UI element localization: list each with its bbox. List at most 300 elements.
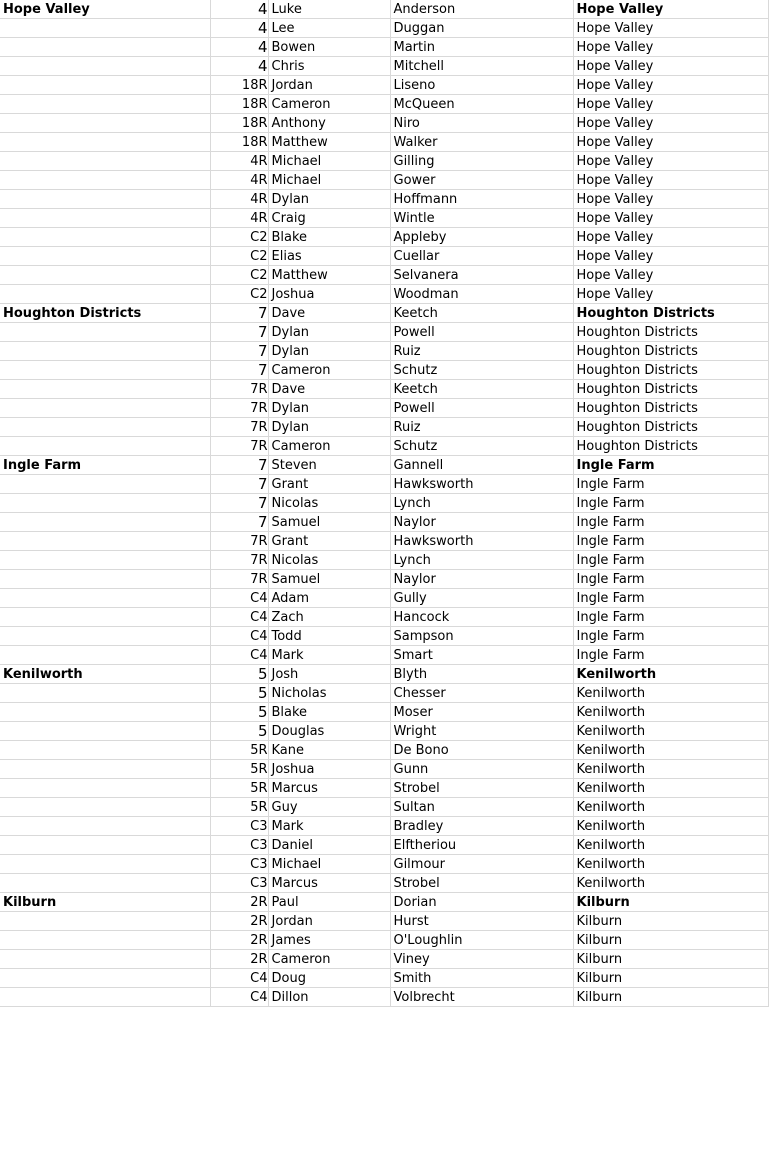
club-name-cell[interactable] [0,418,210,437]
club-name-cell[interactable]: Kenilworth [0,665,210,684]
first-name-cell[interactable]: Josh [268,665,390,684]
player-row [0,494,768,513]
last-name-cell[interactable]: Ruiz [390,342,573,361]
first-name-cell[interactable]: Adam [268,589,390,608]
club-name-cell[interactable] [0,969,210,988]
first-name-cell[interactable]: Samuel [268,570,390,589]
grade-cell[interactable]: C2 [210,228,268,247]
last-name-cell[interactable]: Powell [390,323,573,342]
team-cell[interactable]: Kilburn [573,931,768,950]
first-name-cell[interactable]: Zach [268,608,390,627]
team-cell[interactable]: Houghton Districts [573,418,768,437]
grade-cell[interactable]: 5R [210,741,268,760]
club-name-cell[interactable] [0,741,210,760]
grade-cell[interactable]: 4R [210,171,268,190]
first-name-cell[interactable]: Lee [268,19,390,38]
club-name-cell[interactable] [0,133,210,152]
club-name-cell[interactable] [0,779,210,798]
club-name-cell[interactable] [0,247,210,266]
last-name-cell[interactable]: Sultan [390,798,573,817]
first-name-cell[interactable]: Michael [268,152,390,171]
grade-cell[interactable]: 18R [210,95,268,114]
last-name-cell[interactable]: McQueen [390,95,573,114]
grade-cell[interactable]: 7 [210,494,268,513]
grade-cell[interactable]: 18R [210,114,268,133]
first-name-cell[interactable]: Matthew [268,133,390,152]
club-name-cell[interactable]: Houghton Districts [0,304,210,323]
last-name-cell[interactable]: Viney [390,950,573,969]
grade-cell[interactable]: C3 [210,874,268,893]
first-name-cell[interactable]: Blake [268,228,390,247]
player-row [0,779,768,798]
last-name-cell[interactable]: Smart [390,646,573,665]
last-name-cell[interactable]: Anderson [390,0,573,19]
team-cell[interactable]: Hope Valley [573,0,768,19]
grade-cell[interactable]: 4R [210,209,268,228]
player-row [0,57,768,76]
first-name-cell[interactable]: Todd [268,627,390,646]
grade-cell[interactable]: C2 [210,285,268,304]
player-row [0,684,768,703]
first-name-cell[interactable]: Dave [268,304,390,323]
last-name-cell[interactable]: O'Loughlin [390,931,573,950]
club-name-cell[interactable] [0,399,210,418]
club-name-cell[interactable] [0,988,210,1007]
last-name-cell[interactable]: Gilling [390,152,573,171]
player-row [0,646,768,665]
last-name-cell[interactable]: Lynch [390,494,573,513]
last-name-cell[interactable]: Duggan [390,19,573,38]
first-name-cell[interactable]: Doug [268,969,390,988]
first-name-cell[interactable]: Jordan [268,912,390,931]
last-name-cell[interactable]: Hurst [390,912,573,931]
first-name-cell[interactable]: Kane [268,741,390,760]
first-name-cell[interactable]: Samuel [268,513,390,532]
grade-cell[interactable]: 7 [210,304,268,323]
club-name-cell[interactable] [0,912,210,931]
last-name-cell[interactable]: Hawksworth [390,532,573,551]
first-name-cell[interactable]: Nicolas [268,494,390,513]
club-name-cell[interactable]: Kilburn [0,893,210,912]
team-cell[interactable]: Ingle Farm [573,532,768,551]
player-row [0,570,768,589]
club-name-cell[interactable] [0,855,210,874]
team-cell[interactable]: Houghton Districts [573,399,768,418]
team-cell[interactable]: Ingle Farm [573,608,768,627]
team-cell[interactable]: Kenilworth [573,760,768,779]
player-row [0,855,768,874]
club-name-cell[interactable] [0,95,210,114]
first-name-cell[interactable]: Paul [268,893,390,912]
grade-cell[interactable]: 7 [210,361,268,380]
grade-cell[interactable]: C4 [210,589,268,608]
player-row [0,703,768,722]
grade-cell[interactable]: 4R [210,152,268,171]
grade-cell[interactable]: 4 [210,38,268,57]
last-name-cell[interactable]: Hancock [390,608,573,627]
last-name-cell[interactable]: Elftheriou [390,836,573,855]
grade-cell[interactable]: 5R [210,760,268,779]
grade-cell[interactable]: 18R [210,133,268,152]
grade-cell[interactable]: 7R [210,399,268,418]
club-name-cell[interactable] [0,38,210,57]
grade-cell[interactable]: C3 [210,836,268,855]
first-name-cell[interactable]: Grant [268,532,390,551]
player-row [0,247,768,266]
team-cell[interactable]: Kenilworth [573,836,768,855]
last-name-cell[interactable]: Ruiz [390,418,573,437]
first-name-cell[interactable]: Blake [268,703,390,722]
team-cell[interactable]: Houghton Districts [573,304,768,323]
club-name-cell[interactable] [0,532,210,551]
grade-cell[interactable]: C2 [210,247,268,266]
club-name-cell[interactable] [0,228,210,247]
grade-cell[interactable]: 2R [210,893,268,912]
team-cell[interactable]: Ingle Farm [573,494,768,513]
team-cell[interactable]: Hope Valley [573,190,768,209]
club-name-cell[interactable] [0,608,210,627]
team-cell[interactable]: Kenilworth [573,798,768,817]
team-cell[interactable]: Hope Valley [573,209,768,228]
club-name-cell[interactable] [0,266,210,285]
last-name-cell[interactable]: Blyth [390,665,573,684]
club-name-cell[interactable]: Ingle Farm [0,456,210,475]
player-row [0,342,768,361]
grade-cell[interactable]: 7 [210,342,268,361]
last-name-cell[interactable]: Niro [390,114,573,133]
last-name-cell[interactable]: Moser [390,703,573,722]
team-cell[interactable]: Hope Valley [573,95,768,114]
first-name-cell[interactable]: Joshua [268,285,390,304]
grade-cell[interactable]: C2 [210,266,268,285]
grade-cell[interactable]: 7R [210,380,268,399]
club-name-cell[interactable] [0,342,210,361]
team-cell[interactable]: Hope Valley [573,38,768,57]
grade-cell[interactable]: 7 [210,513,268,532]
team-cell[interactable]: Kilburn [573,893,768,912]
player-row [0,190,768,209]
last-name-cell[interactable]: Gully [390,589,573,608]
last-name-cell[interactable]: Cuellar [390,247,573,266]
club-name-cell[interactable] [0,437,210,456]
club-name-cell[interactable] [0,114,210,133]
last-name-cell[interactable]: Schutz [390,437,573,456]
team-cell[interactable]: Kenilworth [573,684,768,703]
last-name-cell[interactable]: Strobel [390,874,573,893]
first-name-cell[interactable]: Mark [268,646,390,665]
first-name-cell[interactable]: Joshua [268,760,390,779]
team-cell[interactable]: Kenilworth [573,874,768,893]
club-name-cell[interactable] [0,380,210,399]
club-header-row [0,304,768,323]
last-name-cell[interactable]: Wright [390,722,573,741]
club-name-cell[interactable] [0,475,210,494]
player-row [0,95,768,114]
last-name-cell[interactable]: Mitchell [390,57,573,76]
team-cell[interactable]: Hope Valley [573,19,768,38]
club-name-cell[interactable] [0,627,210,646]
club-name-cell[interactable] [0,551,210,570]
first-name-cell[interactable]: Dylan [268,190,390,209]
team-cell[interactable]: Hope Valley [573,133,768,152]
grade-cell[interactable]: 5 [210,684,268,703]
first-name-cell[interactable]: Dave [268,380,390,399]
first-name-cell[interactable]: Grant [268,475,390,494]
club-name-cell[interactable] [0,570,210,589]
last-name-cell[interactable]: De Bono [390,741,573,760]
team-cell[interactable]: Ingle Farm [573,513,768,532]
player-row [0,760,768,779]
player-row [0,608,768,627]
grade-cell[interactable]: 7R [210,570,268,589]
team-cell[interactable]: Kilburn [573,912,768,931]
grade-cell[interactable]: 7 [210,323,268,342]
club-name-cell[interactable] [0,19,210,38]
first-name-cell[interactable]: Dylan [268,399,390,418]
club-name-cell[interactable] [0,513,210,532]
team-cell[interactable]: Ingle Farm [573,456,768,475]
last-name-cell[interactable]: Naylor [390,570,573,589]
player-row [0,836,768,855]
player-row [0,228,768,247]
first-name-cell[interactable]: Dylan [268,342,390,361]
first-name-cell[interactable]: Michael [268,171,390,190]
club-name-cell[interactable] [0,171,210,190]
grade-cell[interactable]: 5 [210,722,268,741]
team-cell[interactable]: Kenilworth [573,779,768,798]
grade-cell[interactable]: 2R [210,912,268,931]
player-row [0,361,768,380]
last-name-cell[interactable]: Hawksworth [390,475,573,494]
grade-cell[interactable]: 7R [210,437,268,456]
grade-cell[interactable]: 7R [210,551,268,570]
grade-cell[interactable]: 7 [210,456,268,475]
first-name-cell[interactable]: Cameron [268,95,390,114]
first-name-cell[interactable]: Douglas [268,722,390,741]
last-name-cell[interactable]: Gower [390,171,573,190]
team-cell[interactable]: Kilburn [573,988,768,1007]
club-header-row [0,0,768,19]
last-name-cell[interactable]: Selvanera [390,266,573,285]
first-name-cell[interactable]: Dillon [268,988,390,1007]
team-cell[interactable]: Kilburn [573,969,768,988]
player-row [0,950,768,969]
team-cell[interactable]: Kenilworth [573,703,768,722]
club-name-cell[interactable] [0,209,210,228]
club-name-cell[interactable] [0,646,210,665]
team-cell[interactable]: Hope Valley [573,76,768,95]
club-name-cell[interactable] [0,722,210,741]
grade-cell[interactable]: 2R [210,931,268,950]
first-name-cell[interactable]: Cameron [268,361,390,380]
grade-cell[interactable]: 4 [210,19,268,38]
player-row [0,323,768,342]
last-name-cell[interactable]: Naylor [390,513,573,532]
club-name-cell[interactable] [0,703,210,722]
grade-cell[interactable]: C4 [210,646,268,665]
team-cell[interactable]: Houghton Districts [573,437,768,456]
club-name-cell[interactable] [0,76,210,95]
first-name-cell[interactable]: Marcus [268,779,390,798]
last-name-cell[interactable]: Gilmour [390,855,573,874]
club-name-cell[interactable]: Hope Valley [0,0,210,19]
team-cell[interactable]: Ingle Farm [573,646,768,665]
club-name-cell[interactable] [0,152,210,171]
team-cell[interactable]: Hope Valley [573,114,768,133]
player-row [0,380,768,399]
club-name-cell[interactable] [0,323,210,342]
club-name-cell[interactable] [0,836,210,855]
player-row [0,285,768,304]
last-name-cell[interactable]: Hoffmann [390,190,573,209]
team-cell[interactable]: Ingle Farm [573,570,768,589]
first-name-cell[interactable]: Nicolas [268,551,390,570]
grade-cell[interactable]: 4 [210,0,268,19]
last-name-cell[interactable]: Martin [390,38,573,57]
first-name-cell[interactable]: Jordan [268,76,390,95]
player-row [0,418,768,437]
first-name-cell[interactable]: Daniel [268,836,390,855]
team-cell[interactable]: Hope Valley [573,57,768,76]
first-name-cell[interactable]: Luke [268,0,390,19]
grade-cell[interactable]: 7R [210,418,268,437]
first-name-cell[interactable]: Cameron [268,950,390,969]
player-row [0,874,768,893]
team-cell[interactable]: Hope Valley [573,152,768,171]
grade-cell[interactable]: 4R [210,190,268,209]
grade-cell[interactable]: C4 [210,627,268,646]
team-cell[interactable]: Ingle Farm [573,589,768,608]
club-name-cell[interactable] [0,950,210,969]
player-row [0,437,768,456]
team-cell[interactable]: Hope Valley [573,171,768,190]
first-name-cell[interactable]: Matthew [268,266,390,285]
team-cell[interactable]: Kilburn [573,950,768,969]
last-name-cell[interactable]: Volbrecht [390,988,573,1007]
first-name-cell[interactable]: Michael [268,855,390,874]
club-header-row [0,665,768,684]
grade-cell[interactable]: C4 [210,988,268,1007]
club-name-cell[interactable] [0,760,210,779]
grade-cell[interactable]: 18R [210,76,268,95]
team-cell[interactable]: Kenilworth [573,665,768,684]
club-name-cell[interactable] [0,874,210,893]
first-name-cell[interactable]: James [268,931,390,950]
club-name-cell[interactable] [0,684,210,703]
last-name-cell[interactable]: Gannell [390,456,573,475]
team-cell[interactable]: Kenilworth [573,817,768,836]
team-cell[interactable]: Houghton Districts [573,361,768,380]
last-name-cell[interactable]: Appleby [390,228,573,247]
grade-cell[interactable]: C3 [210,817,268,836]
grade-cell[interactable]: 5R [210,779,268,798]
team-cell[interactable]: Hope Valley [573,285,768,304]
club-name-cell[interactable] [0,931,210,950]
team-cell[interactable]: Kenilworth [573,722,768,741]
first-name-cell[interactable]: Steven [268,456,390,475]
last-name-cell[interactable]: Smith [390,969,573,988]
last-name-cell[interactable]: Chesser [390,684,573,703]
last-name-cell[interactable]: Walker [390,133,573,152]
team-cell[interactable]: Kenilworth [573,741,768,760]
team-cell[interactable]: Ingle Farm [573,551,768,570]
team-cell[interactable]: Hope Valley [573,228,768,247]
club-name-cell[interactable] [0,285,210,304]
last-name-cell[interactable]: Liseno [390,76,573,95]
grade-cell[interactable]: 4 [210,57,268,76]
club-name-cell[interactable] [0,190,210,209]
team-cell[interactable]: Ingle Farm [573,475,768,494]
player-row [0,798,768,817]
first-name-cell[interactable]: Anthony [268,114,390,133]
team-cell[interactable]: Houghton Districts [573,342,768,361]
last-name-cell[interactable]: Gunn [390,760,573,779]
club-name-cell[interactable] [0,494,210,513]
first-name-cell[interactable]: Marcus [268,874,390,893]
grade-cell[interactable]: 5 [210,703,268,722]
player-row [0,133,768,152]
last-name-cell[interactable]: Powell [390,399,573,418]
grade-cell[interactable]: 5R [210,798,268,817]
last-name-cell[interactable]: Keetch [390,380,573,399]
first-name-cell[interactable]: Cameron [268,437,390,456]
club-header-row [0,456,768,475]
player-row [0,399,768,418]
first-name-cell[interactable]: Dylan [268,418,390,437]
team-cell[interactable]: Hope Valley [573,247,768,266]
player-row [0,551,768,570]
first-name-cell[interactable]: Bowen [268,38,390,57]
first-name-cell[interactable]: Chris [268,57,390,76]
first-name-cell[interactable]: Mark [268,817,390,836]
first-name-cell[interactable]: Guy [268,798,390,817]
grade-cell[interactable]: C4 [210,608,268,627]
first-name-cell[interactable]: Elias [268,247,390,266]
first-name-cell[interactable]: Nicholas [268,684,390,703]
first-name-cell[interactable]: Craig [268,209,390,228]
team-cell[interactable]: Ingle Farm [573,627,768,646]
last-name-cell[interactable]: Wintle [390,209,573,228]
club-name-cell[interactable] [0,361,210,380]
club-name-cell[interactable] [0,589,210,608]
grade-cell[interactable]: C3 [210,855,268,874]
club-name-cell[interactable] [0,57,210,76]
last-name-cell[interactable]: Strobel [390,779,573,798]
first-name-cell[interactable]: Dylan [268,323,390,342]
grade-cell[interactable]: C4 [210,969,268,988]
player-row [0,266,768,285]
last-name-cell[interactable]: Woodman [390,285,573,304]
team-cell[interactable]: Hope Valley [573,266,768,285]
team-cell[interactable]: Houghton Districts [573,323,768,342]
club-name-cell[interactable] [0,817,210,836]
last-name-cell[interactable]: Keetch [390,304,573,323]
team-cell[interactable]: Houghton Districts [573,380,768,399]
club-name-cell[interactable] [0,798,210,817]
grade-cell[interactable]: 2R [210,950,268,969]
last-name-cell[interactable]: Lynch [390,551,573,570]
grade-cell[interactable]: 7 [210,475,268,494]
last-name-cell[interactable]: Sampson [390,627,573,646]
last-name-cell[interactable]: Bradley [390,817,573,836]
player-row [0,912,768,931]
grade-cell[interactable]: 5 [210,665,268,684]
grade-cell[interactable]: 7R [210,532,268,551]
player-row [0,152,768,171]
last-name-cell[interactable]: Dorian [390,893,573,912]
last-name-cell[interactable]: Schutz [390,361,573,380]
team-cell[interactable]: Kenilworth [573,855,768,874]
